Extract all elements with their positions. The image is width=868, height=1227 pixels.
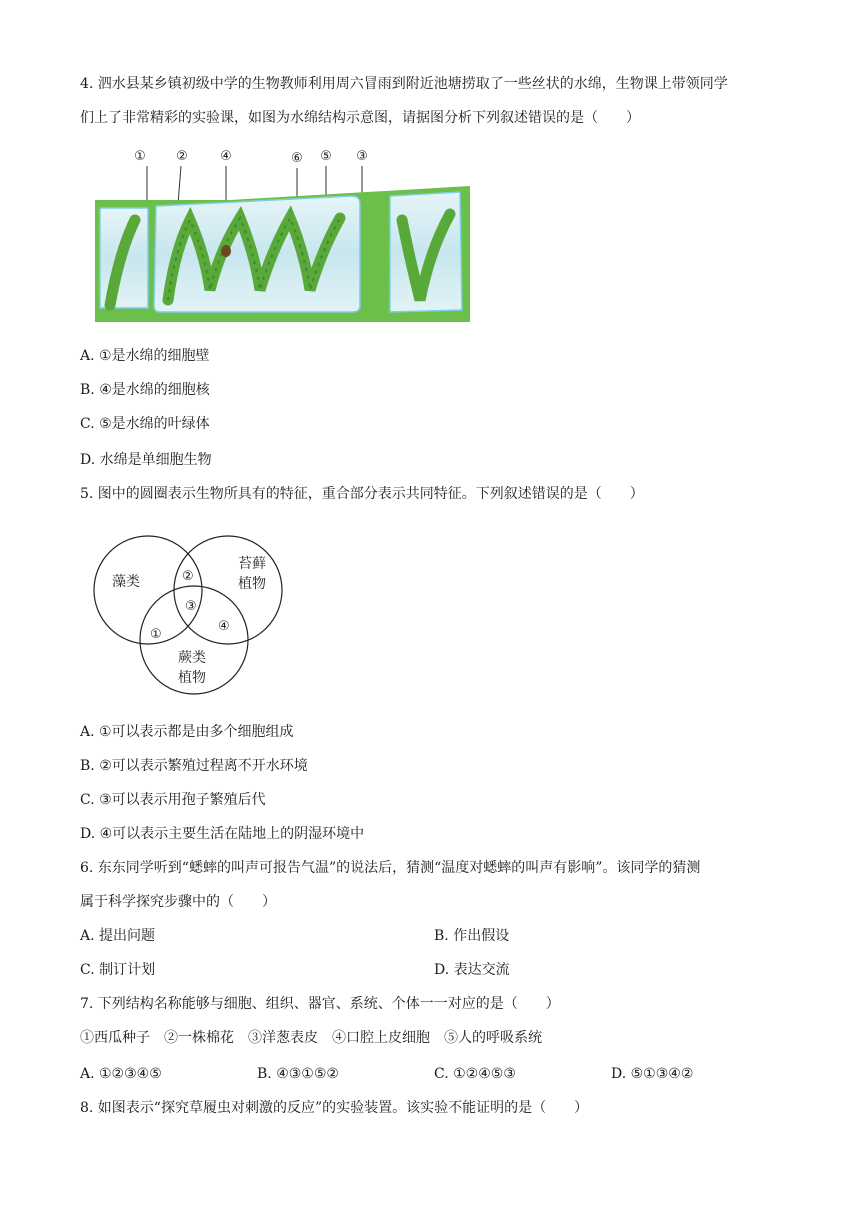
q8-stem-line1: 8. 如图表示“探究草履虫对刺激的反应”的实验装置。该实验不能证明的是（ ）: [80, 1100, 589, 1116]
q6-stem-line1: 6. 东东同学听到“蟋蟀的叫声可报告气温”的说法后，猜测“温度对蟋蟀的叫声有影响”。该同学的猜测: [80, 860, 701, 876]
q7-option-c: C. ①②④⑤③: [434, 1066, 516, 1082]
q6-stem-line2: 属于科学探究步骤中的（ ）: [80, 894, 276, 910]
q6-option-c: C. 制订计划: [80, 962, 156, 978]
fig-label-3: ③: [356, 149, 368, 164]
q7-option-a: A. ①②③④⑤: [80, 1066, 162, 1082]
q4-option-d: D. 水绵是单细胞生物: [80, 452, 212, 468]
q6-option-d: D. 表达交流: [434, 962, 510, 978]
q4-stem-line2: 们上了非常精彩的实验课，如图为水绵结构示意图，请据图分析下列叙述错误的是（ ）: [80, 110, 640, 126]
q7-stem-line1: 7. 下列结构名称能够与细胞、组织、器官、系统、个体一一对应的是（ ）: [80, 996, 560, 1012]
venn-label-algae: 藻类: [112, 574, 140, 590]
venn-label-moss-2: 植物: [238, 576, 266, 592]
venn-region-4: ④: [218, 619, 230, 634]
venn-label-moss-1: 苔藓: [238, 556, 266, 572]
fig-label-6: ⑥: [291, 151, 303, 166]
q4-option-c: C. ⑤是水绵的叶绿体: [80, 416, 210, 432]
fig-label-1: ①: [134, 149, 146, 164]
q7-stem-line2: ①西瓜种子 ②一株棉花 ③洋葱表皮 ④口腔上皮细胞 ⑤人的呼吸系统: [80, 1030, 542, 1046]
q4-option-a: A. ①是水绵的细胞壁: [80, 348, 210, 364]
q4-stem-line1: 4. 泗水县某乡镇初级中学的生物教师利用周六冒雨到附近池塘捞取了一些丝状的水绵，生物课上带领同学: [80, 76, 728, 92]
fig-label-4: ④: [220, 149, 232, 164]
spirogyra-figure: [90, 140, 480, 330]
q5-option-d: D. ④可以表示主要生活在陆地上的阴湿环境中: [80, 826, 365, 842]
q6-option-b: B. 作出假设: [434, 928, 510, 944]
venn-label-fern-2: 植物: [178, 670, 206, 686]
venn-label-fern-1: 蕨类: [178, 650, 206, 666]
q5-option-c: C. ③可以表示用孢子繁殖后代: [80, 792, 266, 808]
q7-option-b: B. ④③①⑤②: [257, 1066, 339, 1082]
venn-region-1: ①: [150, 627, 162, 642]
q5-option-a: A. ①可以表示都是由多个细胞组成: [80, 724, 294, 740]
q7-option-d: D. ⑤①③④②: [611, 1066, 694, 1082]
q4-option-b: B. ④是水绵的细胞核: [80, 382, 210, 398]
venn-region-2: ②: [182, 569, 194, 584]
nucleus-shape: [221, 245, 231, 257]
q5-option-b: B. ②可以表示繁殖过程离不开水环境: [80, 758, 308, 774]
fig-label-5: ⑤: [320, 149, 332, 164]
q6-option-a: A. 提出问题: [80, 928, 156, 944]
venn-region-3: ③: [185, 599, 197, 614]
q5-stem-line1: 5. 图中的圆圈表示生物所具有的特征，重合部分表示共同特征。下列叙述错误的是（ ）: [80, 486, 644, 502]
circle-algae: [94, 536, 202, 644]
venn-diagram: [90, 530, 290, 700]
fig-label-2: ②: [176, 149, 188, 164]
